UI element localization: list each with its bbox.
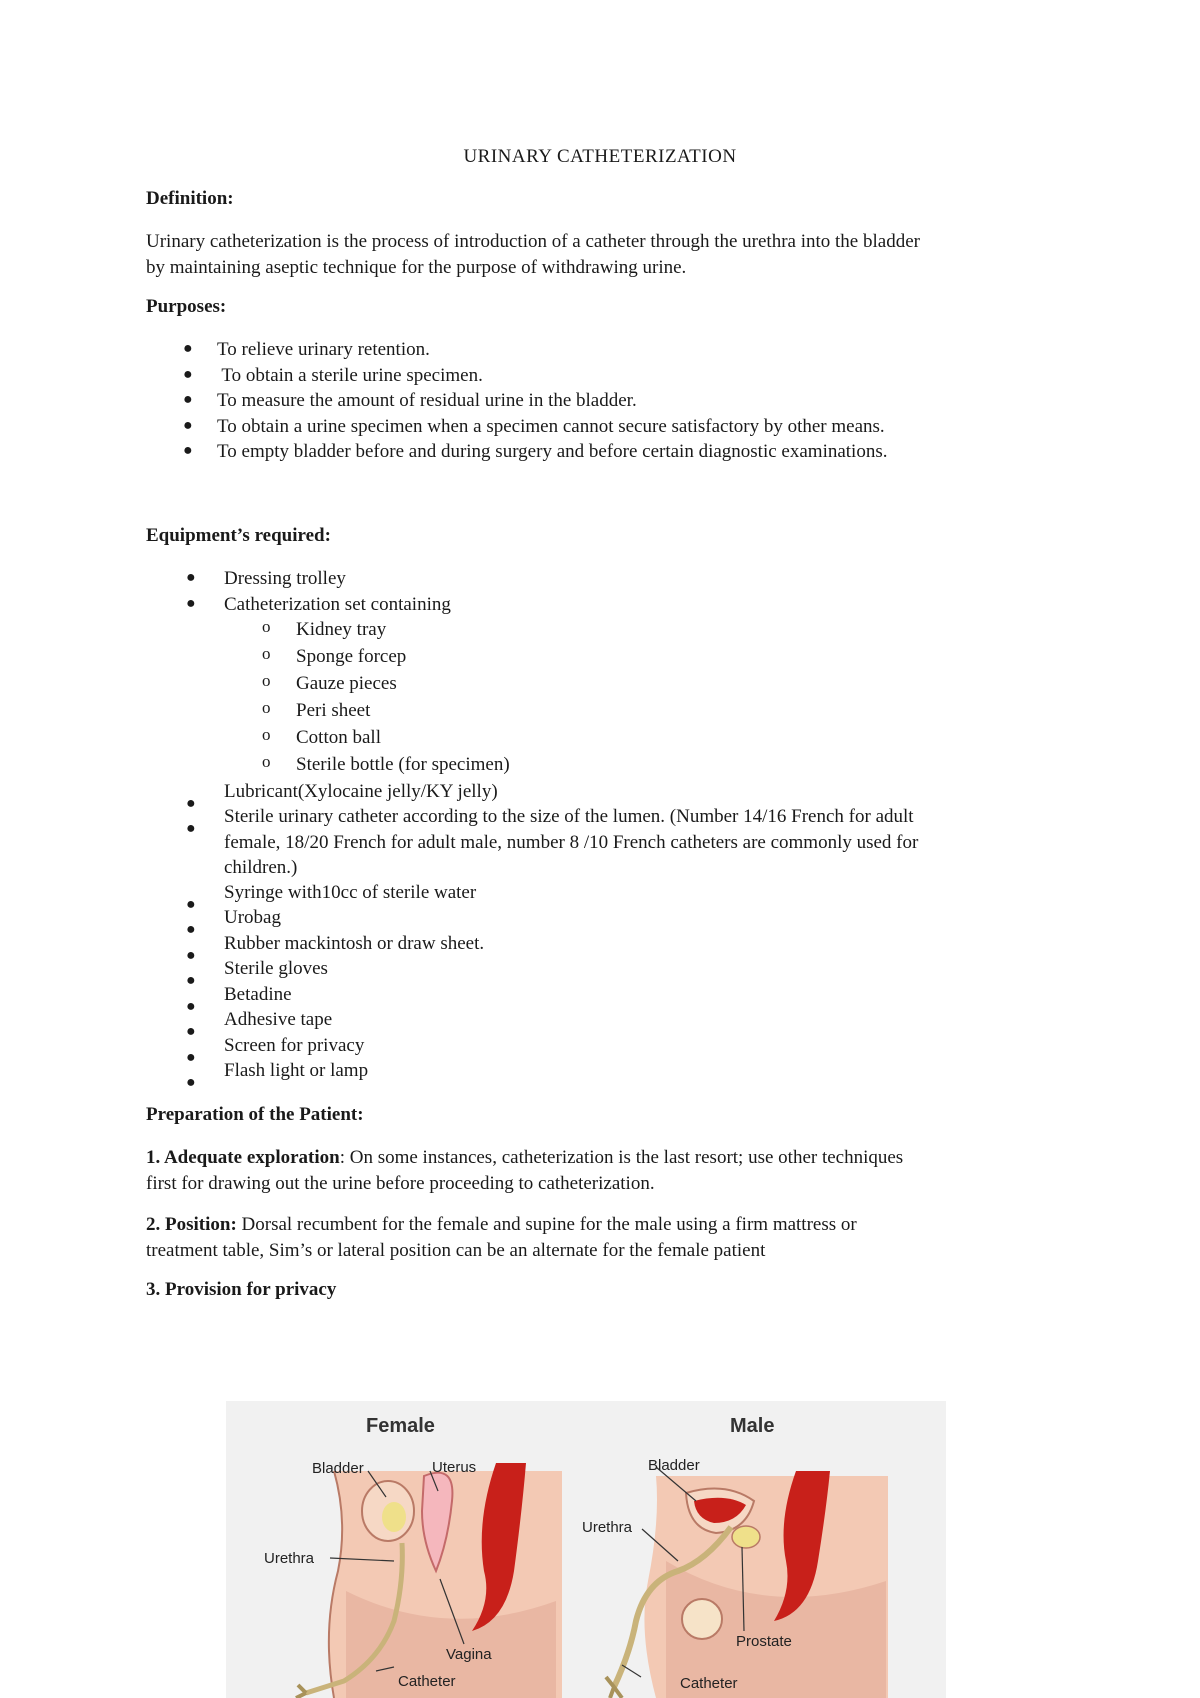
- bullet: ●: [186, 569, 196, 586]
- equipment-item: Screen for privacy: [224, 1035, 365, 1056]
- sub-bullet: o: [262, 725, 271, 744]
- male-catheter-pointer: [622, 1665, 641, 1677]
- male-urethra-label: Urethra: [582, 1519, 633, 1536]
- bullet: ●: [186, 896, 196, 913]
- catheterization-diagram: [226, 1401, 946, 1698]
- bullet: ●: [186, 1023, 196, 1040]
- preparation-heading: Preparation of the Patient:: [146, 1104, 364, 1125]
- female-vagina-label: Vagina: [446, 1646, 492, 1663]
- equipment-item: Lubricant(Xylocaine jelly/KY jelly): [224, 781, 498, 802]
- equipment-item: Catheterization set containing: [224, 594, 451, 615]
- male-prostate-label: Prostate: [736, 1633, 792, 1650]
- equipment-item-line-3: children.): [224, 857, 298, 878]
- preparation-step-3: 3. Provision for privacy: [146, 1279, 337, 1300]
- male-diagram-title: Male: [730, 1415, 775, 1437]
- bullet: ●: [183, 391, 193, 408]
- anatomy-illustration: [226, 1401, 946, 1698]
- equipment-item: Adhesive tape: [224, 1009, 333, 1030]
- bullet: ●: [186, 998, 196, 1015]
- male-testis: [682, 1599, 722, 1639]
- step-1-text: : On some instances, catheterization is the last resort; use other techniques: [339, 1147, 904, 1168]
- purpose-item: To obtain a sterile urine specimen.: [217, 365, 483, 386]
- female-uterus-label: Uterus: [432, 1459, 477, 1476]
- male-prostate: [732, 1526, 760, 1548]
- equipment-item-line-2: female, 18/20 French for adult male, number 8 /10 French catheters are commonly used for: [224, 832, 919, 853]
- purpose-item: To relieve urinary retention.: [217, 339, 430, 360]
- male-anatomy: [606, 1467, 888, 1698]
- bullet: ●: [186, 921, 196, 938]
- bullet: ●: [183, 366, 193, 383]
- equipment-item: Rubber mackintosh or draw sheet.: [224, 933, 485, 954]
- equipment-item: Dressing trolley: [224, 568, 346, 589]
- equipment-item: Betadine: [224, 984, 292, 1005]
- page-title: URINARY CATHETERIZATION: [463, 146, 737, 167]
- equipment-item: Flash light or lamp: [224, 1060, 369, 1081]
- sub-bullet: o: [262, 671, 271, 690]
- preparation-step-1-line-1: [146, 1145, 903, 1171]
- purposes-heading: Purposes:: [146, 296, 227, 317]
- equipment-subitem: Kidney tray: [296, 619, 387, 640]
- bullet: ●: [183, 340, 193, 357]
- male-catheter-label: Catheter: [680, 1675, 738, 1692]
- preparation-step-2-line-2: treatment table, Sim’s or lateral position can be an alternate for the female patient: [146, 1240, 766, 1261]
- bullet: ●: [186, 947, 196, 964]
- sub-bullet: o: [262, 698, 271, 717]
- purpose-item: To empty bladder before and during surgery and before certain diagnostic examinations.: [217, 441, 888, 462]
- sub-bullet: o: [262, 617, 271, 636]
- bullet: ●: [186, 820, 196, 837]
- definition-heading: Definition:: [146, 188, 234, 209]
- sub-bullet: o: [262, 752, 271, 771]
- female-anatomy: [296, 1463, 562, 1698]
- bullet: ●: [186, 795, 196, 812]
- equipment-subitem: Peri sheet: [296, 700, 371, 721]
- bullet: ●: [186, 972, 196, 989]
- female-catheter-label: Catheter: [398, 1673, 456, 1690]
- bullet: ●: [186, 1074, 196, 1091]
- purpose-item: To obtain a urine specimen when a specimen cannot secure satisfactory by other means.: [217, 416, 885, 437]
- bullet: ●: [186, 595, 196, 612]
- definition-line-2: by maintaining aseptic technique for the purpose of withdrawing urine.: [146, 257, 687, 278]
- bullet: ●: [186, 1049, 196, 1066]
- bullet: ●: [183, 417, 193, 434]
- preparation-step-2-line-1: [146, 1212, 857, 1238]
- step-1-label: 1. Adequate exploration: [146, 1147, 340, 1168]
- female-bladder-inner: [382, 1502, 406, 1532]
- preparation-step-1-line-2: first for drawing out the urine before proceeding to catheterization.: [146, 1173, 655, 1194]
- male-bladder-label: Bladder: [648, 1457, 700, 1474]
- equipment-subitem: Gauze pieces: [296, 673, 397, 694]
- step-2-label: 2. Position:: [146, 1214, 237, 1235]
- equipment-item: Urobag: [224, 907, 281, 928]
- equipment-item-line-1: Sterile urinary catheter according to the size of the lumen. (Number 14/16 French for adult: [224, 806, 914, 827]
- female-bladder-label: Bladder: [312, 1460, 364, 1477]
- female-urethra-label: Urethra: [264, 1550, 315, 1567]
- step-2-text: Dorsal recumbent for the female and supine for the male using a firm mattress or: [236, 1214, 857, 1235]
- definition-line-1: Urinary catheterization is the process of introduction of a catheter through the urethra into the bladder: [146, 231, 920, 252]
- bullet: ●: [183, 442, 193, 459]
- equipment-subitem: Sponge forcep: [296, 646, 407, 667]
- purpose-item: To measure the amount of residual urine in the bladder.: [217, 390, 637, 411]
- equipment-item: Sterile gloves: [224, 958, 328, 979]
- female-diagram-title: Female: [366, 1415, 435, 1437]
- equipment-subitem: Cotton ball: [296, 727, 381, 748]
- equipment-subitem: Sterile bottle (for specimen): [296, 754, 510, 775]
- equipment-item: Syringe with10cc of sterile water: [224, 882, 477, 903]
- sub-bullet: o: [262, 644, 271, 663]
- female-catheter-tip: [296, 1685, 306, 1698]
- equipment-heading: Equipment’s required:: [146, 525, 331, 546]
